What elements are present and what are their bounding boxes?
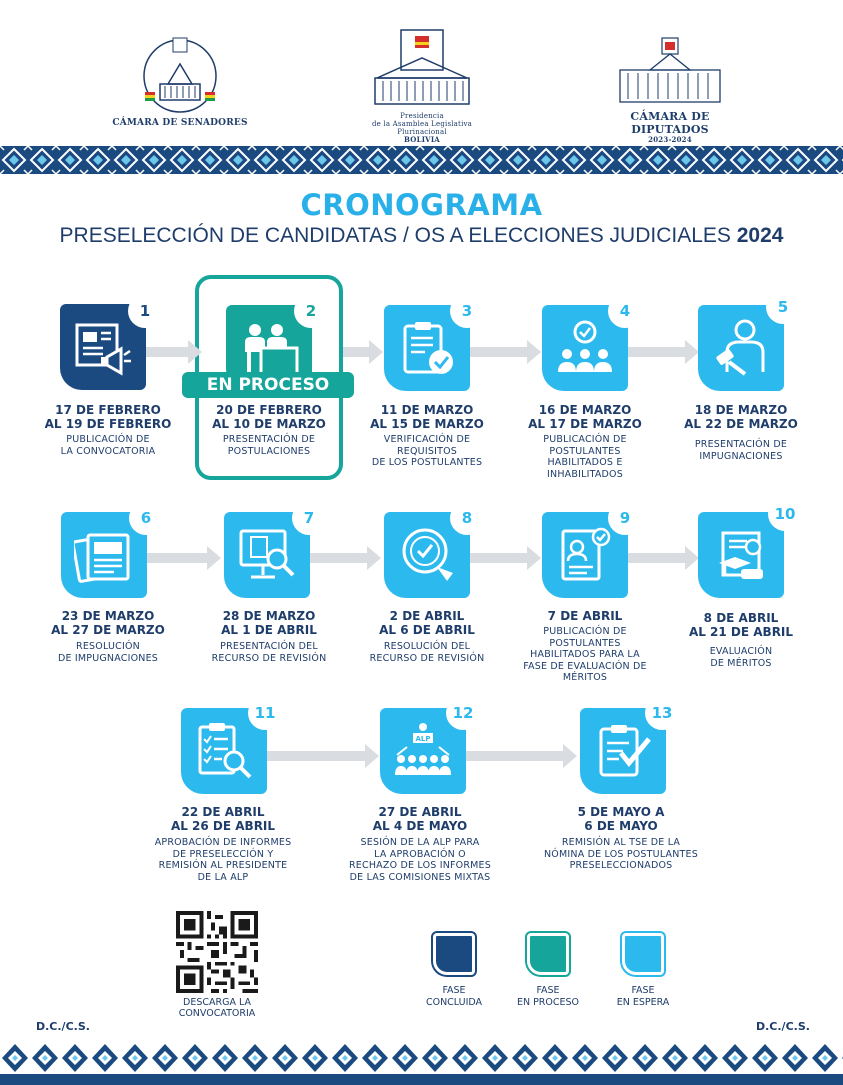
step-2-date-start: 20 DE FEBRERO	[216, 403, 322, 417]
step-3-desc-line: REQUISITOS	[397, 445, 457, 457]
step-12-date-start: 27 DE ABRIL	[378, 805, 462, 819]
step-12-number: 12	[448, 698, 478, 728]
step-2-desc	[184, 434, 354, 457]
step-11-desc	[138, 837, 308, 883]
step-4-date-start: 16 DE MARZO	[538, 403, 632, 417]
step-5-number: 5	[768, 292, 798, 322]
aguayo-pattern-icon	[0, 1042, 843, 1074]
step-4-number: 4	[610, 296, 640, 326]
step-10-desc-line: EVALUACIÓN	[709, 646, 773, 657]
legend-label-concluida	[409, 985, 499, 1009]
group-check-icon	[555, 318, 615, 378]
subtitle-text: PRESELECCIÓN DE CANDIDATAS / OS A ELECCIONES JUDICIALES	[59, 224, 737, 247]
arrow-9-10	[627, 553, 687, 563]
step-1-desc-line: LA CONVOCATORIA	[60, 445, 156, 457]
clipboard-check-icon	[593, 721, 653, 781]
profile-document-icon	[555, 525, 615, 585]
step-5-desc-line: IMPUGNACIONES	[699, 450, 783, 462]
step-7-desc-line: PRESENTACIÓN DEL	[220, 641, 318, 652]
legend-swatch-en-proceso	[527, 933, 569, 975]
step-3-date-end: AL 15 DE MARZO	[370, 417, 484, 431]
step-6-desc-line: RESOLUCIÓN	[76, 641, 140, 652]
gavel-person-icon	[711, 318, 771, 378]
step-6-date	[28, 609, 188, 637]
presidencia-caption-2: de la Asamblea Legislativa Plurinacional	[371, 120, 473, 136]
diputados-emblem-icon	[610, 36, 730, 106]
step-7-date	[189, 609, 349, 637]
step-10-number: 10	[770, 499, 800, 529]
diputados-years: 2023-2024	[648, 135, 692, 144]
step-10-desc	[656, 646, 826, 669]
step-9-date-start: 7 DE ABRIL	[547, 609, 623, 623]
step-5-date-start: 18 DE MARZO	[694, 403, 788, 417]
newspaper-megaphone-icon	[73, 317, 133, 377]
step-11-desc-line: REMISIÓN AL PRESIDENTE	[158, 860, 288, 871]
step-8-desc-line: RECURSO DE REVISIÓN	[369, 652, 485, 664]
step-1-date-end: AL 19 DE FEBRERO	[44, 417, 172, 431]
step-6-desc	[23, 641, 193, 664]
step-6-date-end: AL 27 DE MARZO	[51, 623, 165, 637]
step-4-desc	[500, 434, 670, 480]
step-7-date-end: AL 1 DE ABRIL	[221, 623, 317, 637]
step-9-desc-line: HABILITADOS PARA LA	[530, 649, 640, 660]
step-1-desc	[23, 434, 193, 457]
step-2-number: 2	[296, 296, 326, 326]
step-6-number: 6	[131, 503, 161, 533]
step-8-desc	[342, 641, 512, 664]
step-12-desc	[335, 837, 505, 883]
arrow-4-5	[627, 347, 687, 357]
step-10-date-start: 8 DE ABRIL	[703, 611, 779, 625]
step-11-date-start: 22 DE ABRIL	[181, 805, 265, 819]
step-5-desc	[656, 439, 826, 462]
step-13-desc-line: REMISIÓN AL TSE DE LA	[561, 837, 681, 848]
step-2-date	[189, 403, 349, 431]
checklist-search-icon	[194, 721, 254, 781]
signature-left: D.C./C.S.	[36, 1020, 90, 1033]
step-3-number: 3	[452, 296, 482, 326]
step-12-date-end: AL 4 DE MAYO	[372, 819, 468, 833]
step-10-desc-line: DE MÉRITOS	[710, 657, 772, 669]
legend-label-en-proceso	[503, 985, 593, 1009]
bottom-strip	[0, 1074, 843, 1085]
step-3-desc-line: DE LOS POSTULANTES	[371, 457, 483, 468]
presidencia-caption-3: BOLIVIA	[404, 135, 440, 144]
aguayo-pattern-icon	[0, 146, 843, 174]
step-6-date-start: 23 DE MARZO	[61, 609, 155, 623]
step-13-date	[541, 805, 701, 833]
monitor-search-icon	[237, 525, 297, 585]
step-9-desc-line: POSTULANTES	[549, 637, 621, 649]
senado-caption: CÁMARA DE SENADORES	[112, 118, 248, 128]
step-13-date-end: 6 DE MAYO	[584, 819, 658, 833]
qr-code[interactable]	[176, 911, 258, 993]
step-3-desc	[342, 434, 512, 469]
arrow-1-2	[146, 347, 190, 357]
step-1-number: 1	[130, 296, 160, 326]
step-7-date-start: 28 DE MARZO	[222, 609, 316, 623]
assembly-session-icon	[393, 721, 453, 781]
legend-swatch-concluida	[433, 933, 475, 975]
step-2-desc-line: PRESENTACIÓN DE	[222, 434, 316, 445]
documents-icon	[74, 525, 134, 585]
step-9-desc-line: MÉRITOS	[562, 672, 608, 683]
step-7-desc	[184, 641, 354, 664]
qr-label-line: CONVOCATORIA	[178, 1008, 256, 1019]
arrow-2-3	[343, 347, 371, 357]
legend-label-line: FASE	[442, 985, 466, 996]
step-9-desc	[500, 626, 670, 684]
step-11-number: 11	[250, 698, 280, 728]
legend-label-en-espera	[598, 985, 688, 1009]
step-4-date-end: AL 17 DE MARZO	[528, 417, 642, 431]
diputados-logo	[600, 36, 740, 144]
step-9-desc-line: PUBLICACIÓN DE	[543, 626, 627, 637]
arrow-8-9	[469, 553, 529, 563]
presidencia-caption-1: Presidencia	[400, 112, 444, 120]
qr-label-line: DESCARGA LA	[183, 997, 251, 1008]
step-5-desc-line: PRESENTACIÓN DE	[694, 439, 788, 450]
reception-desk-icon	[239, 318, 299, 378]
step-12-desc-line: SESIÓN DE LA ALP PARA	[360, 837, 480, 848]
senado-emblem-icon	[135, 34, 225, 114]
step-11-date	[143, 805, 303, 833]
decorative-band-top	[0, 146, 843, 174]
step-1-desc-line: PUBLICACIÓN DE	[66, 434, 150, 445]
signature-right: D.C./C.S.	[756, 1020, 810, 1033]
subtitle-year: 2024	[736, 224, 784, 247]
step-8-date	[347, 609, 507, 637]
presidencia-emblem-icon	[367, 28, 477, 108]
step-8-desc-line: RESOLUCIÓN DEL	[383, 641, 471, 652]
step-2-date-end: AL 10 DE MARZO	[212, 417, 326, 431]
step-10-date	[661, 611, 821, 639]
step-3-desc-line: VERIFICACIÓN DE	[383, 434, 471, 445]
legend-swatch-en-espera	[622, 933, 664, 975]
alp-label: ALP	[415, 735, 431, 743]
step-13-desc-line: NÓMINA DE LOS POSTULANTES	[544, 848, 698, 860]
step-7-number: 7	[294, 503, 324, 533]
step-8-number: 8	[452, 503, 482, 533]
step-9-number: 9	[610, 503, 640, 533]
step-12-desc-line: RECHAZO DE LOS INFORMES	[349, 860, 491, 871]
arrow-7-8	[309, 553, 369, 563]
step-11-desc-line: DE LA ALP	[197, 871, 249, 883]
qr-label	[160, 997, 274, 1019]
senado-logo	[110, 34, 250, 128]
step-8-date-start: 2 DE ABRIL	[389, 609, 465, 623]
diploma-icon	[711, 525, 771, 585]
legend-label-line: FASE	[536, 985, 560, 996]
step-13-date-start: 5 DE MAYO A	[577, 805, 665, 819]
legend-label-line: EN PROCESO	[516, 997, 580, 1008]
step-13-desc	[536, 837, 706, 872]
step-4-date	[505, 403, 665, 431]
diputados-caption: CÁMARA DE DIPUTADOS	[630, 110, 710, 136]
step-9-date	[505, 609, 665, 623]
step-10-icon-box	[698, 512, 784, 598]
step-11-desc-line: APROBACIÓN DE INFORMES	[154, 837, 292, 848]
clipboard-check-icon	[397, 318, 457, 378]
step-5-date-end: AL 22 DE MARZO	[684, 417, 798, 431]
arrow-12-13	[465, 751, 565, 761]
step-4-desc-line: HABILITADOS E	[547, 457, 623, 468]
step-12-date	[340, 805, 500, 833]
step-6-desc-line: DE IMPUGNACIONES	[57, 652, 159, 664]
step-1-date	[28, 403, 188, 431]
step-9-desc-line: FASE DE EVALUACIÓN DE	[523, 660, 647, 672]
step-4-desc-line: POSTULANTES	[549, 445, 621, 457]
step-5-date	[661, 403, 821, 431]
arrow-6-7	[147, 553, 209, 563]
en-proceso-badge: EN PROCESO	[182, 372, 354, 398]
step-13-number: 13	[647, 698, 677, 728]
step-4-desc-line: PUBLICACIÓN DE	[543, 434, 627, 445]
step-7-desc-line: RECURSO DE REVISIÓN	[211, 652, 327, 664]
step-12-desc-line: DE LAS COMISIONES MIXTAS	[349, 871, 491, 883]
step-12-desc-line: LA APROBACIÓN O	[374, 848, 466, 860]
approval-seal-icon	[397, 525, 457, 585]
presidencia-logo	[360, 28, 484, 144]
step-4-desc-line: INHABILITADOS	[547, 468, 623, 480]
step-2-desc-line: POSTULACIONES	[227, 445, 311, 457]
step-10-date-end: AL 21 DE ABRIL	[688, 625, 794, 639]
step-1-date-start: 17 DE FEBRERO	[55, 403, 161, 417]
step-13-desc-line: PRESELECCIONADOS	[569, 860, 673, 871]
legend-label-line: CONCLUIDA	[425, 997, 483, 1008]
step-5-icon-box	[698, 305, 784, 391]
step-3-date-start: 11 DE MARZO	[380, 403, 474, 417]
decorative-band-bottom	[0, 1042, 843, 1074]
legend-label-line: FASE	[631, 985, 655, 996]
step-11-desc-line: DE PRESELECCIÓN Y	[172, 848, 274, 860]
step-11-date-end: AL 26 DE ABRIL	[170, 819, 276, 833]
page-subtitle	[0, 224, 843, 248]
arrow-3-4	[469, 347, 529, 357]
page-title: CRONOGRAMA	[300, 188, 543, 222]
step-8-date-end: AL 6 DE ABRIL	[379, 623, 475, 637]
step-3-date	[347, 403, 507, 431]
legend-label-line: EN ESPERA	[616, 997, 670, 1008]
arrow-11-12	[267, 751, 367, 761]
